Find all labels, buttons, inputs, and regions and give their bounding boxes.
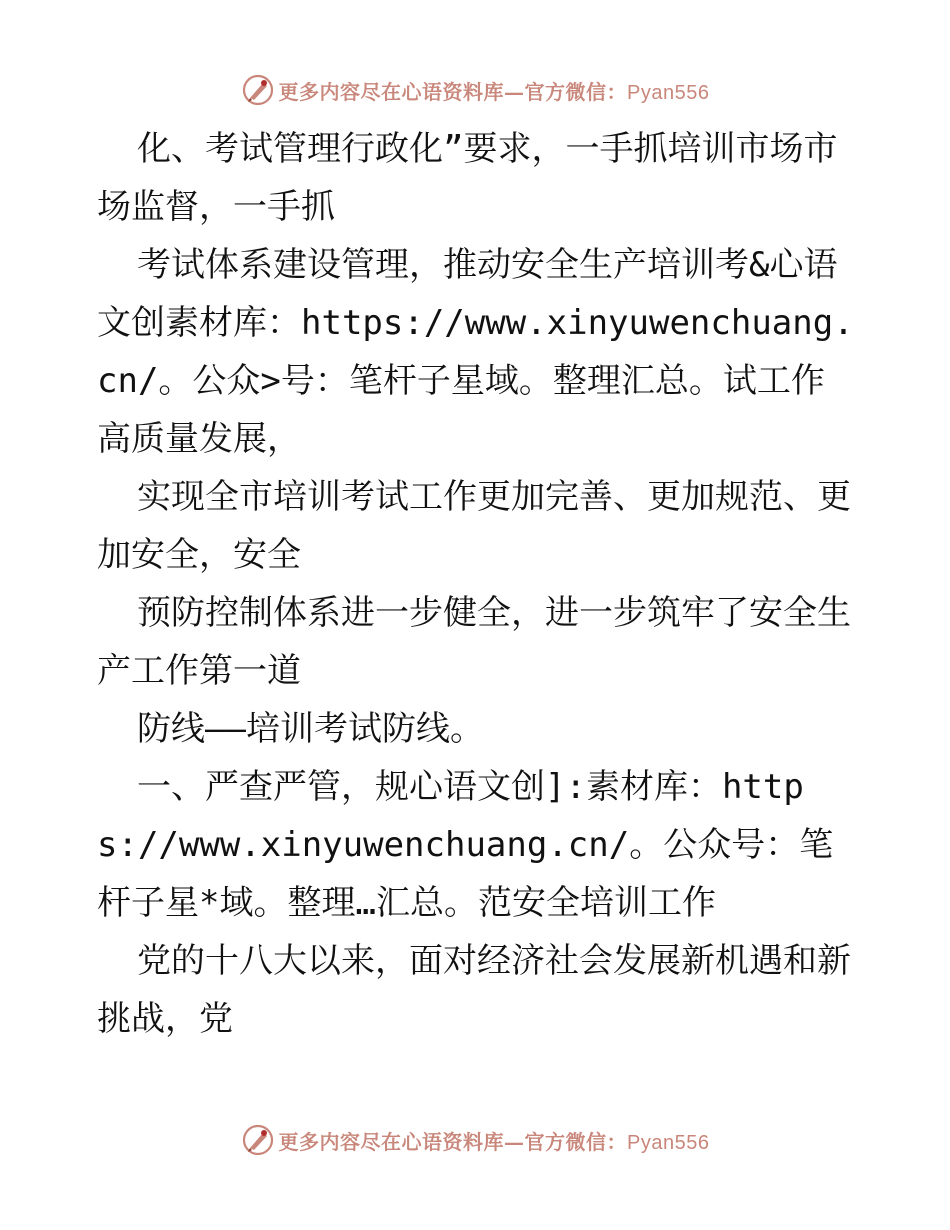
- paragraph: 预防控制体系进一步健全，进一步筑牢了安全生产工作第一道: [97, 593, 851, 691]
- pen-logo-icon: [241, 1123, 275, 1157]
- paragraph: 一、严查严管，规心语文创]:素材库：https://www.xinyuwenchuang.cn/。公众号：笔杆子星*域。整理…汇总。范安全培训工作: [97, 767, 834, 923]
- wechat-handle: Pyan556: [627, 81, 710, 104]
- banner-text: 更多内容尽在心语资料库—官方微信：Pyan556: [278, 79, 710, 104]
- paragraph: 防线——培训考试防线。: [137, 709, 484, 749]
- body-text: [97, 120, 857, 1048]
- wechat-handle: Pyan556: [627, 1131, 710, 1154]
- paragraph: 考试体系建设管理，推动安全生产培训考&心语文创素材库：https://www.xinyuwenchuang.cn/。公众>号：笔杆子星域。整理汇总。试工作高质量发展，: [97, 245, 854, 459]
- paragraph: 党的十八大以来，面对经济社会发展新机遇和新挑战，党: [97, 941, 851, 1039]
- header-banner: [0, 70, 950, 110]
- paragraph: 实现全市培训考试工作更加完善、更加规范、更加安全，安全: [97, 477, 851, 575]
- footer-banner: [0, 1120, 950, 1160]
- pen-logo-icon: [241, 73, 275, 107]
- banner-text: 更多内容尽在心语资料库—官方微信：Pyan556: [278, 1129, 710, 1154]
- paragraph: 化、考试管理行政化”要求，一手抓培训市场市场监督，一手抓: [97, 129, 838, 227]
